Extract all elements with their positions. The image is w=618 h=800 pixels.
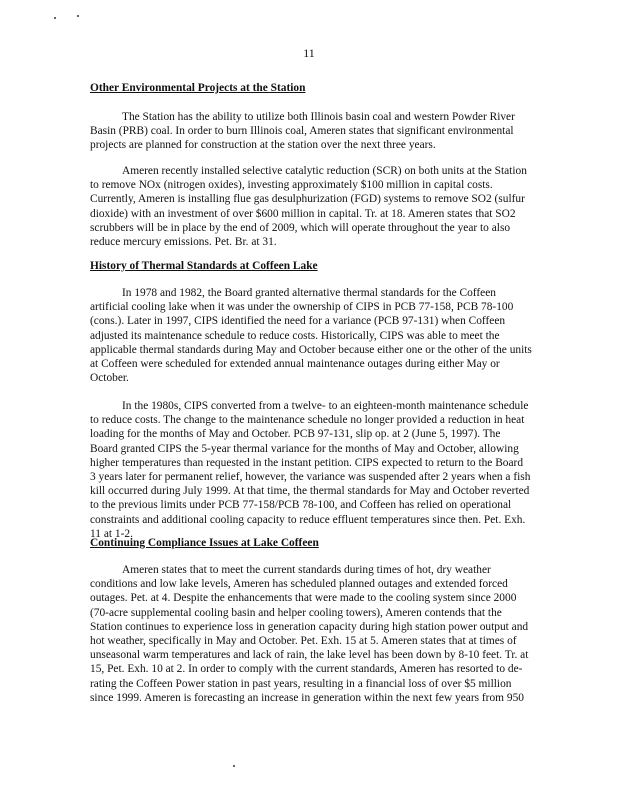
text-line: artificial cooling lake when it was under the ownership of CIPS in PCB 77-158, PCB 78-100 (90, 301, 514, 314)
text-line: dioxide) with an investment of over $600 million in capital. Tr. at 18. Ameren states that SO2 (90, 207, 516, 220)
text-line: rating the Coffeen Power station in past years, resulting in a financial loss of over $5 million (90, 677, 512, 690)
text-line: Station continues to experience loss in generation capacity during high station power output and (90, 620, 529, 633)
section-heading: History of Thermal Standards at Coffeen Lake (90, 260, 318, 272)
scan-speck (233, 765, 235, 767)
text-line: kill occurred during July 1999. At that time, the thermal standards for May and October reverted (90, 485, 530, 498)
text-line: higher temperatures than requested in the instant petition. CIPS expected to return to the Board (90, 456, 524, 469)
text-line: unseasonal warm temperatures and lack of rain, the lake level has been down by 8-10 feet. Tr. at (90, 649, 529, 662)
paragraph (90, 286, 542, 385)
paragraph (90, 164, 542, 249)
text-line: reduce mercury emissions. Pet. Br. at 31. (90, 236, 277, 249)
text-line: Ameren states that to meet the current standards during times of hot, dry weather (122, 564, 491, 576)
text-line: adjusted its maintenance schedule to reduce costs. Historically, CIPS was able to meet the (90, 329, 500, 342)
paragraph (90, 110, 542, 153)
text-line: Ameren recently installed selective catalytic reduction (SCR) on both units at the Station (122, 165, 527, 177)
text-line: Basin (PRB) coal. In order to burn Illinois coal, Ameren states that significant environmental (90, 125, 514, 138)
text-line: In 1978 and 1982, the Board granted alternative thermal standards for the Coffeen (122, 287, 496, 299)
text-line: 3 years later for permanent relief, however, the variance was suspended after 2 years when a fish (90, 471, 531, 484)
text-line: 11 at 1-2. (90, 527, 133, 540)
paragraph (90, 399, 542, 541)
text-line: at Coffeen were scheduled for extended annual maintenance outages during either May or (90, 358, 500, 371)
text-line: loading for the months of May and October. PCB 97-131, slip op. at 2 (June 5, 1997). The (90, 428, 501, 441)
text-line: scrubbers will be in place by the end of 2009, which will operate throughout the year to also (90, 221, 511, 234)
text-line: Board granted CIPS the 5-year thermal variance for the months of May and October, allowing (90, 442, 519, 455)
text-line: The Station has the ability to utilize both Illinois basin coal and western Powder River (122, 111, 515, 123)
text-line: 15, Pet. Exh. 10 at 2. In order to comply with the current standards, Ameren has resorted to de- (90, 663, 523, 676)
text-line: In the 1980s, CIPS converted from a twelve- to an eighteen-month maintenance schedule (122, 400, 529, 412)
text-line: constraints and additional cooling capacity to reduce effluent temperatures since then. Pet. Exh. (90, 513, 526, 526)
section-heading: Other Environmental Projects at the Station (90, 82, 306, 94)
text-line: Currently, Ameren is installing flue gas desulphurization (FGD) systems to remove SO2 (sulfur (90, 193, 525, 206)
text-line: to the previous limits under PCB 77-158/PCB 78-100, and Coffeen has relied on operational (90, 499, 512, 512)
text-line: conditions and low lake levels, Ameren has scheduled planned outages and extended forced (90, 578, 508, 591)
text-line: applicable thermal standards during May and October because either one or the other of the units (90, 343, 532, 356)
text-line: projects are planned for construction at the station over the next three years. (90, 139, 436, 152)
text-line: (70-acre supplemental cooling basin and helper cooling towers), Ameren contends that the (90, 606, 502, 619)
text-line: to reduce costs. The change to the maintenance schedule no longer provided a reduction in heat (90, 414, 525, 427)
paragraph (90, 563, 542, 705)
scan-speck (54, 17, 56, 19)
page-number: 11 (303, 46, 315, 60)
text-line: to remove NOx (nitrogen oxides), investing approximately $100 million in capital costs. (90, 179, 493, 192)
text-line: (cons.). Later in 1997, CIPS identified the need for a variance (PCB 97-131) when Coffeen (90, 315, 506, 328)
section-heading: Continuing Compliance Issues at Lake Coffeen (90, 537, 319, 549)
text-line: October. (90, 372, 129, 385)
scan-speck (77, 15, 79, 17)
text-line: hot weather, specifically in May and October. Pet. Exh. 15 at 5. Ameren states that at times of (90, 635, 517, 648)
text-line: outages. Pet. at 4. Despite the enhancements that were made to the cooling system since 2000 (90, 592, 517, 605)
text-line: since 1999. Ameren is forecasting an increase in generation within the next few years from 950 (90, 691, 524, 704)
